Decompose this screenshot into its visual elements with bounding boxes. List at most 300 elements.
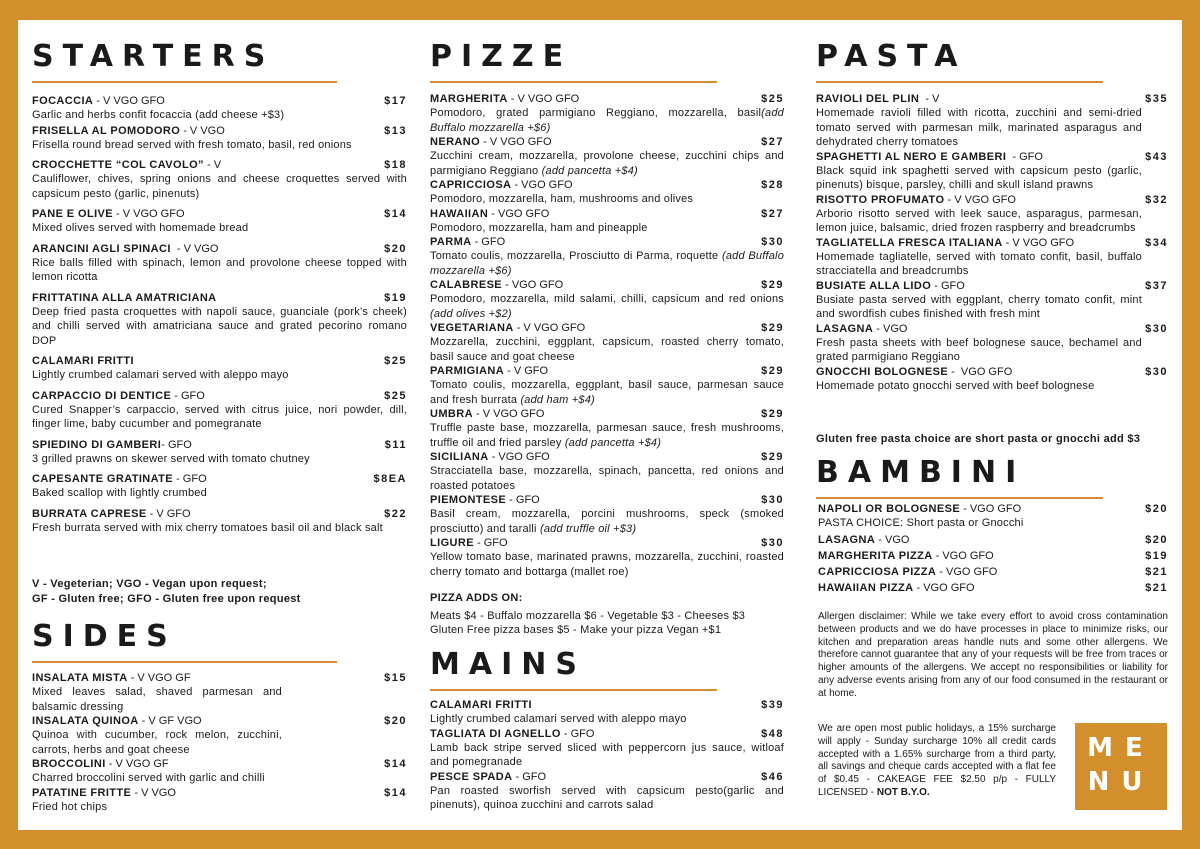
menu-item-name-line [430, 321, 784, 335]
menu-item-name: PARMA [430, 236, 472, 248]
menu-item [32, 472, 407, 501]
menu-item-price: $18 [384, 159, 407, 171]
menu-item [816, 92, 1168, 150]
menu-item-description-text: Deep fried pasta croquettes with napoli sauce, guanciale (pork’s cheek) and chilli served with amatriciana sauce and grated pecorino romano DOP [32, 305, 407, 347]
menu-item-description [32, 521, 407, 536]
menu-item [818, 533, 1168, 547]
menu-item-description [430, 550, 784, 579]
menu-item-price: $29 [761, 365, 784, 377]
menu-item-diet-tags: - GFO [1006, 150, 1043, 163]
menu-item-description [32, 368, 407, 383]
menu-item-diet-tags: - GFO [931, 279, 965, 292]
pizze-header [430, 39, 717, 83]
menu-item [32, 242, 407, 285]
menu-item-name-line [818, 502, 1168, 516]
menu-item-name-line [32, 472, 407, 486]
menu-item-name-line [430, 407, 784, 421]
mains-divider [430, 689, 717, 691]
menu-item-price: $46 [761, 770, 784, 783]
menu-item-name: RISOTTO PROFUMATO [816, 193, 945, 206]
menu-item [32, 714, 407, 757]
menu-item-price: $48 [761, 727, 784, 740]
menu-item-description-text: Truffle paste base, mozzarella, parmesan sauce, fresh mushrooms, truffle oil and fried parsley [430, 422, 784, 449]
allergen-disclaimer: Allergen disclaimer: While we take every effort to avoid cross contamination between products and we do have processes in place to minimize risks, our kitchen and preparation areas handle nuts and some other allergens. We therefore cannot guarantee that any of your requests will be free from traces or higher amounts of the allergens. We accept no responsibilities or liability for any adverse events arising from any of our food consumed in the restaurant or at home. [818, 611, 1168, 699]
menu-item-diet-tags: - GFO [506, 494, 540, 506]
pizze-divider [430, 81, 717, 83]
pizze-list [430, 92, 784, 579]
menu-item-description [32, 138, 407, 153]
menu-item-name-line [816, 150, 1168, 164]
menu-item-name-line [32, 671, 407, 685]
menu-item-description [32, 728, 282, 757]
menu-item-description-text: Homemade ravioli filled with ricotta, zucchini and semi-dried tomato served with parmesan milk, marinated asparagus and dehydrated cherry tomatoes [816, 107, 1142, 148]
menu-item [430, 178, 784, 207]
menu-item-name: TAGLIATA DI AGNELLO [430, 727, 561, 740]
starters-header [32, 39, 337, 83]
menu-item-name: CROCCHETTE “COL CAVOLO” [32, 159, 204, 171]
menu-item-diet-tags: - GFO [173, 473, 207, 485]
menu-item [430, 770, 784, 813]
menu-item [430, 278, 784, 321]
menu-item-price: $34 [1145, 236, 1168, 249]
menu-item [816, 365, 1168, 394]
menu-item-price: $27 [761, 207, 784, 220]
menu-item-description [816, 379, 1142, 394]
menu-item [818, 581, 1168, 595]
sides-divider [32, 661, 337, 663]
menu-item-diet-tags: - V VGO GFO [1002, 236, 1075, 249]
menu-item-description [430, 421, 784, 450]
menu-item-price: $19 [384, 291, 407, 304]
menu-item-name: VEGETARIANA [430, 322, 514, 334]
menu-item-name-line [818, 549, 1168, 563]
menu-item-price: $37 [1145, 279, 1168, 292]
menu-item [430, 92, 784, 135]
menu-item-name-line [430, 450, 784, 464]
menu-item-description [32, 452, 407, 467]
menu-item-diet-tags: - V VGO GFO [472, 408, 545, 420]
menu-item-price: $14 [384, 758, 407, 770]
menu-item-name-line [430, 770, 784, 784]
menu-item-price: $29 [761, 451, 784, 463]
menu-item-description-text: Rice balls filled with spinach, lemon and provolone cheese topped with lemon ricotta [32, 256, 407, 283]
menu-item-price: $30 [761, 236, 784, 248]
gluten-free-pasta-note: Gluten free pasta choice are short pasta or gnocchi add $3 [816, 433, 1141, 445]
menu-item-price: $30 [761, 494, 784, 506]
menu-item-description [430, 784, 784, 813]
menu-item-name-line [816, 92, 1168, 106]
menu-item-name-line [32, 207, 407, 221]
menu-item-price: $11 [384, 438, 407, 451]
menu-item-description [430, 507, 784, 536]
menu-item-name-line [430, 178, 784, 192]
menu-item-add-on: (add Buffalo mozzarella +$6) [430, 250, 785, 277]
menu-item-name-line [430, 727, 784, 741]
menu-item [32, 438, 407, 467]
menu-item-description-text: Garlic and herbs confit focaccia (add cheese +$3) [32, 109, 285, 121]
menu-item-name-line [32, 389, 407, 403]
menu-item-description-text: Frisella round bread served with fresh tomato, basil, red onions [32, 138, 352, 151]
sides-title: SIDES [32, 619, 177, 654]
menu-item-price: $30 [1145, 365, 1168, 378]
pizze-title: PIZZE [430, 39, 573, 74]
menu-item-name-line [816, 365, 1168, 379]
menu-item-description-text: Mixed olives served with homemade bread [32, 222, 249, 234]
menu-item-description [816, 164, 1142, 193]
menu-item-price: $32 [1145, 193, 1168, 206]
menu-item-name: GNOCCHI BOLOGNESE [816, 365, 949, 378]
menu-item-diet-tags: - VGO GFO [502, 279, 564, 291]
menu-item-diet-tags: - V GFO [146, 507, 191, 520]
menu-item-description-text: Stracciatella base, mozzarella, spinach, pancetta, red onions and roasted potatoes [430, 465, 784, 492]
menu-item-price: $35 [1145, 93, 1168, 105]
sides-header [32, 619, 337, 663]
menu-item-diet-tags: - V GF VGO [138, 715, 202, 727]
menu-item-diet-tags: - GFO [161, 438, 192, 451]
menu-item-price: $15 [384, 672, 407, 684]
pasta-title: PASTA [816, 39, 967, 74]
menu-item-description [32, 685, 282, 714]
menu-item-diet-tags: - GFO [171, 389, 205, 402]
menu-item-price: $13 [384, 124, 407, 137]
menu-item-description [32, 771, 282, 786]
menu-item-name-line [430, 698, 784, 712]
menu-item [430, 407, 784, 450]
menu-item-description-text: Arborio risotto served with leek sauce, asparagus, parmesan, lemon juice, balsamic, dried frozen raspberry and breadcrumbs [816, 207, 1142, 234]
pizza-adds [430, 591, 784, 638]
menu-item-name-line [818, 581, 1168, 595]
menu-item-name: BROCCOLINI [32, 758, 106, 770]
menu-item-description [32, 172, 407, 201]
menu-item-description [32, 403, 407, 432]
menu-item [32, 354, 407, 383]
menu-item-diet-tags: - VGO GFO [488, 207, 550, 220]
menu-item-description [816, 207, 1142, 236]
menu-item-diet-tags: - VGO [873, 322, 908, 335]
menu-logo-box [1075, 723, 1167, 810]
menu-item-description [32, 800, 282, 815]
menu-item-price: $20 [384, 242, 407, 255]
pasta-header [816, 39, 1103, 83]
menu-item-diet-tags: - GFO [473, 537, 508, 549]
menu-item-description-text: Fresh pasta sheets with beef bolognese sauce, bechamel and grated parmigiano Reggiano [816, 336, 1142, 363]
menu-item [32, 786, 407, 815]
menu-item-price: $8EA [373, 473, 407, 485]
menu-item-name: FRISELLA AL POMODORO [32, 124, 181, 137]
menu-item-description [430, 292, 784, 321]
menu-item-price: $20 [1145, 503, 1168, 515]
menu-item-price: $21 [1145, 581, 1168, 594]
menu-item [430, 235, 784, 278]
menu-item-name-line [816, 236, 1168, 250]
menu-item-description-text: Homemade potato gnocchi served with beef bolognese [816, 379, 1095, 392]
menu-item-price: $29 [761, 408, 784, 420]
menu-item-description [430, 249, 784, 278]
menu-item-description-text: Mozzarella, zucchini, eggplant, capsicum, roasted cherry tomato, basil sauce and goat cheese [430, 336, 784, 363]
menu-item-description [430, 741, 784, 770]
menu-item-name-line [32, 354, 407, 368]
menu-item-name-line [430, 207, 784, 221]
menu-item-price: $28 [761, 179, 784, 191]
menu-item-description [32, 108, 407, 123]
menu-item [430, 207, 784, 236]
menu-item-price: $14 [384, 786, 407, 799]
menu-item-name-line [430, 235, 784, 249]
menu-item-name: CALAMARI FRITTI [32, 355, 134, 367]
menu-item-price: $43 [1145, 150, 1168, 163]
menu-item-description-text: Pan roasted sworfish served with capsicum pesto(garlic and pinenuts), quinoa zucchini and carrots salad [430, 784, 784, 811]
menu-item-description-text: Pomodoro, mozzarella, ham, mushrooms and olives [430, 193, 694, 205]
menu-item-name: RAVIOLI DEL PLIN [816, 93, 920, 105]
menu-item-price: $39 [761, 699, 784, 711]
menu-item-diet-tags: - V [203, 159, 222, 171]
menu-item [430, 536, 784, 579]
menu-item-description-text: Yellow tomato base, marinated prawns, mozzarella, zucchini, roasted cherry tomato and bottarga (mallet roe) [430, 551, 784, 578]
bambini-divider [816, 497, 1103, 499]
menu-item-add-on: (add ham +$4) [520, 393, 595, 406]
menu-item-name-line [818, 533, 1168, 547]
menu-item [430, 450, 784, 493]
menu-item-name-line [430, 493, 784, 507]
menu-item [430, 135, 784, 178]
menu-item-price: $17 [384, 95, 407, 107]
legend-line-2: GF - Gluten free; GFO - Gluten free upon request [32, 592, 301, 605]
menu-item [816, 322, 1168, 365]
menu-item-price: $29 [761, 279, 784, 291]
surcharge-text: We are open most public holidays, a 15% surcharge will apply - Sunday surcharge 10% all credit cards accepted with a 1.65% surcharge from a third party, all savings and cheque cards accepted with a flat fee of $0.45 - CAKEAGE FEE $2.50 p/p - FULLY LICENSED - [818, 723, 1056, 798]
menu-item-description-text: Baked scallop with lightly crumbed [32, 487, 207, 499]
menu-item-name-line [32, 757, 407, 771]
menu-item-diet-tags: - V VGO GFO [507, 93, 580, 105]
menu-item-name: CALAMARI FRITTI [430, 699, 532, 711]
menu-item-price: $20 [1145, 533, 1168, 546]
menu-item-name-line [816, 193, 1168, 207]
menu-item-description-text: Pomodoro, mozzarella, ham and pineapple [430, 221, 648, 234]
menu-item-name-line [816, 322, 1168, 336]
menu-item-diet-tags: - V VGO GFO [113, 208, 185, 220]
menu-item-name: NERANO [430, 136, 481, 148]
menu-item-description-text: Charred broccolini served with garlic and chilli [32, 772, 265, 784]
menu-item-diet-tags: - VGO GFO [488, 451, 550, 463]
menu-item-name: LASAGNA [818, 533, 876, 546]
mains-title: MAINS [430, 647, 586, 682]
menu-item-description-text: Fried hot chips [32, 800, 108, 813]
menu-item-name-line [816, 279, 1168, 293]
menu-item-add-on: (add pancetta +$4) [541, 164, 638, 177]
menu-item-name-line [32, 438, 407, 452]
bambini-list [818, 502, 1168, 595]
menu-item [32, 94, 407, 123]
menu-item-description-text: Lightly crumbed calamari served with aleppo mayo [32, 369, 289, 381]
menu-item-diet-tags: - V VGO GFO [480, 136, 552, 148]
starters-list [32, 94, 407, 535]
menu-item [430, 493, 784, 536]
sides-list [32, 671, 407, 814]
menu-item-description [816, 336, 1142, 365]
menu-item [818, 502, 1168, 531]
menu-item-add-on: (add pancetta +$4) [564, 436, 662, 449]
menu-logo-line-2: NU [1087, 767, 1155, 797]
menu-item-diet-tags: - V VGO [170, 242, 219, 255]
menu-item-name-line [32, 242, 407, 256]
menu-item-diet-tags: - V VGO [131, 786, 176, 799]
pizza-adds-line-1: Meats $4 - Buffalo mozzarella $6 - Vegetable $3 - Cheeses $3 [430, 609, 746, 622]
mains-header [430, 647, 717, 691]
menu-item-name-line [430, 278, 784, 292]
menu-item-description [818, 516, 1168, 531]
menu-item-description [430, 464, 784, 493]
menu-item-name: LASAGNA [816, 322, 874, 335]
menu-item-add-on: (add Buffalo mozzarella +$6) [430, 107, 784, 134]
menu-item [430, 698, 784, 727]
diet-legend [32, 577, 407, 606]
menu-item [32, 291, 407, 349]
menu-item-description-text: Black squid ink spaghetti served with capsicum pesto (garlic, pinenuts) bisque, parsley, chilli and skull island prawns [816, 164, 1142, 191]
menu-item-price: $25 [384, 355, 407, 367]
menu-item-description [32, 221, 407, 236]
menu-item-name: LIGURE [430, 537, 474, 549]
menu-item [32, 124, 407, 153]
menu-item-diet-tags: - GFO [471, 236, 506, 248]
menu-item-name: PIEMONTESE [430, 494, 507, 506]
pizza-adds-line-2: Gluten Free pizza bases $5 - Make your pizza Vegan +$1 [430, 624, 722, 636]
menu-item-diet-tags: - V VGO GFO [944, 193, 1016, 206]
menu-item-diet-tags: - V VGO GFO [93, 95, 165, 107]
menu-item [816, 236, 1168, 279]
menu-item-price: $25 [761, 93, 784, 105]
menu-item-price: $30 [1145, 322, 1168, 335]
menu-item-description-text: PASTA CHOICE: Short pasta or Gnocchi [818, 517, 1024, 529]
menu-item-description-text: Mixed leaves salad, shaved parmesan and balsamic dressing [32, 686, 282, 713]
menu-item-description-text: Lightly crumbed calamari served with aleppo mayo [430, 713, 687, 725]
menu-item-description [32, 305, 407, 349]
menu-item [430, 727, 784, 770]
menu-item-description [430, 221, 784, 236]
menu-item-diet-tags: - VGO GFO [948, 365, 1013, 378]
menu-item-name: INSALATA QUINOA [32, 715, 139, 727]
menu-item-description [430, 106, 784, 135]
menu-item-name: BURRATA CAPRESE [32, 507, 147, 520]
menu-item-name: CAPRICCIOSA PIZZA [818, 565, 937, 578]
menu-item-description [816, 250, 1142, 279]
menu-item-diet-tags: - V GFO [504, 365, 549, 377]
menu-item-name-line [430, 364, 784, 378]
menu-item-name: FRITTATINA ALLA AMATRICIANA [32, 291, 217, 304]
menu-item-name: UMBRA [430, 408, 473, 420]
menu-item-description [430, 149, 784, 178]
menu-item-price: $14 [384, 208, 407, 220]
menu-item-description-text: Basil cream, mozzarella, porcini mushrooms, speck (smoked prosciutto) and taralli [430, 508, 784, 535]
menu-item-name: HAWAIIAN PIZZA [818, 581, 914, 594]
menu-item-diet-tags: - V VGO [180, 124, 225, 137]
menu-item [32, 507, 407, 536]
menu-item [816, 150, 1168, 193]
menu-item-description [430, 712, 784, 727]
surcharge-info [818, 723, 1056, 800]
menu-item-diet-tags: - VGO GFO [913, 581, 975, 594]
menu-item-name: NAPOLI OR BOLOGNESE [818, 503, 961, 515]
menu-item-price: $20 [384, 715, 407, 727]
menu-item-name: MARGHERITA PIZZA [818, 549, 933, 562]
menu-item-diet-tags: - GFO [512, 770, 547, 783]
menu-item-name: SPAGHETTI AL NERO E GAMBERI [816, 150, 1007, 163]
byo-notice: NOT B.Y.O. [876, 786, 930, 798]
menu-item-description-text: Pomodoro, grated parmigiano Reggiano, mozzarella, basil [430, 107, 762, 119]
menu-item-name-line [32, 291, 407, 305]
menu-item-name: BUSIATE ALLA LIDO [816, 279, 932, 292]
menu-item-price: $29 [761, 322, 784, 334]
menu-item [818, 549, 1168, 563]
menu-sheet [18, 20, 1182, 830]
menu-item-name: MARGHERITA [430, 93, 508, 105]
menu-item-price: $19 [1145, 549, 1168, 562]
menu-item-description [816, 106, 1142, 150]
menu-item-name-line [32, 507, 407, 521]
menu-item-name-line [430, 536, 784, 550]
menu-item-price: $21 [1145, 565, 1168, 578]
menu-item-description-text: Cauliflower, chives, spring onions and cheese croquettes served with capsicum pesto (garlic, pinenuts) [32, 173, 407, 200]
menu-item-diet-tags: - V VGO GFO [513, 322, 586, 334]
menu-item-diet-tags: - VGO [875, 533, 910, 546]
bambini-title: BAMBINI [816, 455, 1026, 490]
menu-item-description-text: Busiate pasta served with eggplant, cherry tomato confit, mint and swordfish cubes finished with fresh mint [816, 293, 1142, 320]
menu-item-name: CAPRICCIOSA [430, 179, 512, 191]
menu-item-description-text: Fresh burrata served with mix cherry tomatoes basil oil and black salt [32, 521, 383, 534]
menu-item-description-text: 3 grilled prawns on skewer served with tomato chutney [32, 452, 310, 465]
menu-item [816, 279, 1168, 322]
menu-item [818, 565, 1168, 579]
menu-item-add-on: (add truffle oil +$3) [539, 522, 637, 535]
menu-item-diet-tags: - V [919, 93, 940, 105]
menu-item-name-line [32, 124, 407, 138]
menu-item-diet-tags: - V VGO GF [127, 672, 191, 684]
menu-item-name: CARPACCIO DI DENTICE [32, 389, 172, 402]
starters-title: STARTERS [32, 39, 275, 74]
menu-item-diet-tags: - GFO [560, 727, 595, 740]
menu-item-diet-tags: - VGO GFO [960, 503, 1022, 515]
menu-item-description-text: Zucchini cream, mozzarella, provolone cheese, zucchini chips and parmigiano Reggiano [430, 150, 784, 177]
menu-item-name: HAWAIIAN [430, 207, 489, 220]
menu-item-diet-tags: - VGO GFO [932, 549, 994, 562]
mains-list [430, 698, 784, 813]
menu-item-name-line [430, 135, 784, 149]
menu-item-name: CAPESANTE GRATINATE [32, 473, 174, 485]
menu-item-description [32, 486, 407, 501]
menu-item-description-text: Homemade tagliatelle, served with tomato confit, basil, buffalo stracciatella and breadcrumbs [816, 250, 1142, 277]
bambini-header [816, 455, 1103, 499]
menu-item-description-text: Tomato coulis, mozzarella, eggplant, basil sauce, parmesan sauce and fresh burrata [430, 379, 784, 406]
menu-item-price: $30 [761, 537, 784, 549]
menu-item-name-line [818, 565, 1168, 579]
menu-item-name-line [32, 94, 407, 108]
menu-item-price: $27 [761, 136, 784, 148]
menu-item [32, 389, 407, 432]
menu-item-description-text: Lamb back stripe served sliced with peppercorn jus sauce, witloaf and pomegranade [430, 741, 784, 768]
menu-item-description-text: Tomato coulis, mozzarella, Prosciutto di Parma, roquette [430, 250, 722, 262]
menu-item-diet-tags: - VGO GFO [936, 565, 998, 578]
pizza-adds-title: PIZZA ADDS ON: [430, 592, 523, 604]
menu-item [32, 158, 407, 201]
menu-item-description [430, 192, 784, 207]
menu-item-description [430, 378, 784, 407]
menu-item-name: PESCE SPADA [430, 770, 513, 783]
menu-item-diet-tags: - VGO GFO [511, 179, 573, 191]
menu-item-description-text: Quinoa with cucumber, rock melon, zucchini, carrots, herbs and goat cheese [32, 729, 282, 756]
menu-item-description [430, 335, 784, 364]
menu-item [430, 321, 784, 364]
menu-item-name: SPIEDINO DI GAMBERI [32, 438, 162, 451]
menu-item-name: FOCACCIA [32, 95, 94, 107]
